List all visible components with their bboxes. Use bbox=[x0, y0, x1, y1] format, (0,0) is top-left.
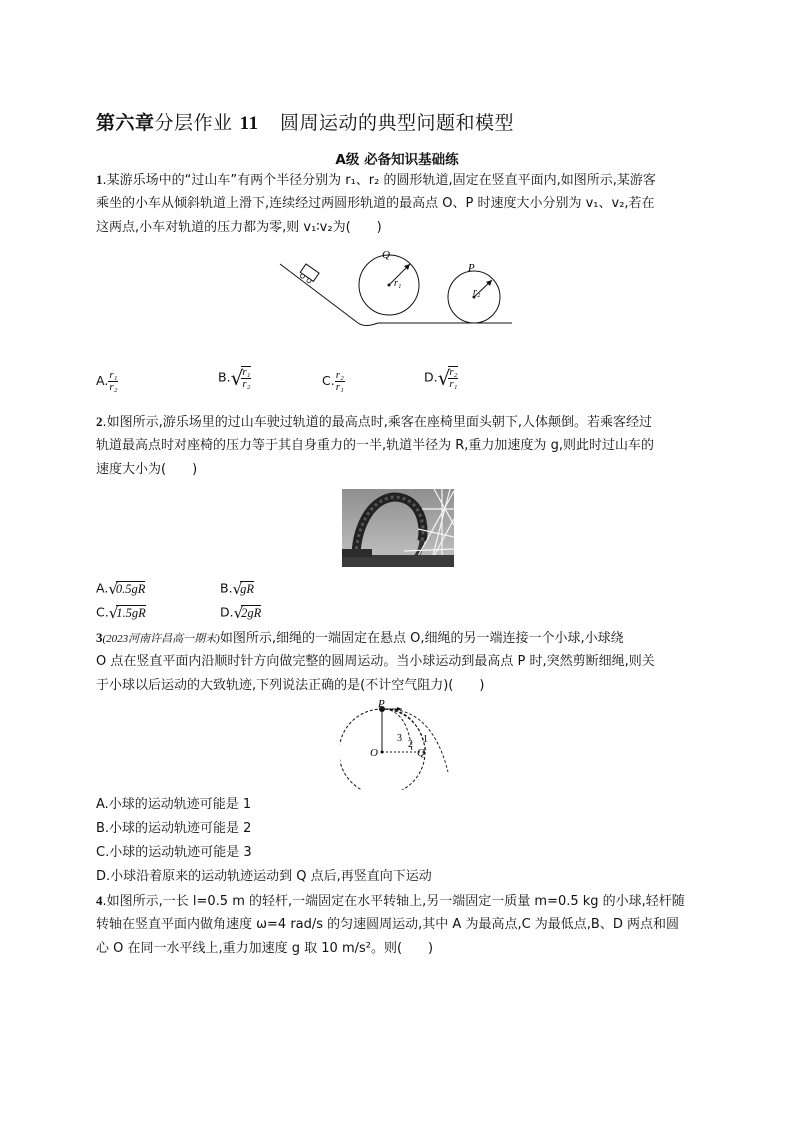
level-heading: A级 必备知识基础练 bbox=[335, 152, 459, 168]
homework-number: 11 bbox=[239, 113, 259, 134]
q3-source: (2023河南许昌高一期末) bbox=[102, 633, 220, 645]
q1-a-den: r₂ bbox=[109, 381, 118, 393]
q3-line-1 bbox=[96, 630, 624, 647]
chapter-label: 第六章 bbox=[96, 112, 155, 134]
q3-fig-label-3: 3 bbox=[397, 733, 402, 744]
q2-option-b[interactable]: B.√gR bbox=[220, 580, 255, 598]
q1-option-a-label: A. bbox=[96, 373, 109, 388]
q4-line-1 bbox=[96, 893, 685, 910]
q2-a-expr: 0.5gR bbox=[115, 582, 146, 596]
q2-option-d-label: D. bbox=[220, 604, 234, 620]
q1-c-num: r₂ bbox=[335, 369, 344, 381]
homework-label: 分层作业 bbox=[154, 112, 233, 134]
q3-fig-label-1: 1 bbox=[423, 734, 428, 745]
q3-option-a[interactable]: A.小球的运动轨迹可能是 1 bbox=[96, 797, 252, 812]
q3-text-1: 如图所示,细绳的一端固定在悬点 O,细绳的另一端连接一个小球,小球绕 bbox=[219, 631, 624, 646]
q2-b-expr: gR bbox=[240, 582, 255, 596]
q3-fig-label-2: 2 bbox=[408, 739, 413, 750]
q2-line-2: 轨道最高点时对座椅的压力等于其自身重力的一半,轨道半径为 R,重力加速度为 g,则此时过山车的 bbox=[96, 438, 654, 453]
q1-fig-label-r1: r₁ bbox=[394, 278, 402, 289]
q1-line-1 bbox=[96, 172, 656, 189]
page-title bbox=[96, 108, 514, 135]
q3-number: 3 bbox=[96, 630, 103, 645]
q3-option-d[interactable]: D.小球沿着原来的运动轨迹运动到 Q 点后,再竖直向下运动 bbox=[96, 869, 432, 884]
q1-number: 1 bbox=[96, 172, 103, 187]
q1-option-d-label: D. bbox=[424, 369, 438, 385]
q1-fig-label-q: Q bbox=[382, 250, 390, 261]
q1-fig-label-r2: r₂ bbox=[473, 287, 481, 298]
q3-line-2: O 点在竖直平面内沿顺时针方向做完整的圆周运动。当小球运动到最高点 P 时,突然剪断细绳,则关 bbox=[96, 654, 655, 669]
q2-line-3: 速度大小为( ) bbox=[96, 462, 198, 477]
roller-coaster-photo-image bbox=[342, 489, 454, 567]
q2-option-c[interactable]: C.√1.5gR bbox=[96, 604, 146, 622]
q1-line-3: 这两点,小车对轨道的压力都为零,则 v₁∶v₂为( ) bbox=[96, 220, 382, 235]
q2-d-expr: 2gR bbox=[241, 606, 262, 620]
q4-text-1: .如图所示,一长 l=0.5 m 的轻杆,一端固定在水平转轴上,另一端固定一质量 m=0.5 kg 的小球,轻杆随 bbox=[102, 894, 685, 909]
q1-option-c[interactable] bbox=[322, 370, 345, 393]
q3-fig-label-o: O bbox=[370, 747, 378, 759]
q1-option-b-label: B. bbox=[218, 369, 231, 385]
q1-fig-label-p: P bbox=[468, 262, 475, 274]
q4-number: 4 bbox=[96, 893, 103, 908]
q3-fig-label-q: Q bbox=[417, 747, 425, 759]
q1-d-den: r₁ bbox=[449, 378, 458, 390]
q3-circular-motion-figure bbox=[340, 700, 455, 790]
q1-b-den: r₂ bbox=[242, 378, 251, 390]
q1-text-1: .某游乐场中的“过山车”有两个半径分别为 r₁、r₂ 的圆形轨道,固定在竖直平面内,如图所示,某游客 bbox=[102, 173, 656, 188]
q3-option-b[interactable]: B.小球的运动轨迹可能是 2 bbox=[96, 821, 252, 836]
q1-option-a[interactable] bbox=[96, 370, 118, 393]
q2-option-b-label: B. bbox=[220, 580, 233, 596]
q3-fig-label-p: P bbox=[378, 700, 385, 710]
q2-number: 2 bbox=[96, 414, 103, 429]
q1-line-2: 乘坐的小车从倾斜轨道上滑下,连续经过两圆形轨道的最高点 O、P 时速度大小分别为 v₁、v₂,若在 bbox=[96, 196, 655, 211]
q1-b-num: r₁ bbox=[242, 366, 251, 378]
q3-line-3: 于小球以后运动的大致轨迹,下列说法正确的是(不计空气阻力)( ) bbox=[96, 678, 485, 693]
q1-a-num: r₁ bbox=[109, 369, 118, 381]
roller-coaster-photo bbox=[342, 489, 454, 567]
q2-option-c-label: C. bbox=[96, 604, 109, 620]
q1-option-b[interactable]: B.√ $\frac{\text{r₁}}{\text{r₂}}$ bbox=[218, 366, 251, 390]
q2-c-expr: 1.5gR bbox=[116, 606, 146, 620]
topic-label: 圆周运动的典型问题和模型 bbox=[279, 112, 514, 134]
q1-roller-coaster-figure bbox=[270, 250, 520, 332]
q2-option-d[interactable]: D.√2gR bbox=[220, 604, 262, 622]
q1-c-den: r₁ bbox=[335, 381, 344, 393]
q1-option-c-label: C. bbox=[322, 373, 335, 388]
q2-line-1 bbox=[96, 414, 652, 431]
q2-option-a[interactable]: A.√0.5gR bbox=[96, 580, 146, 598]
q4-line-3: 心 O 在同一水平线上,重力加速度 g 取 10 m/s²。则( ) bbox=[96, 941, 434, 956]
q2-option-a-label: A. bbox=[96, 580, 109, 596]
q3-option-c[interactable]: C.小球的运动轨迹可能是 3 bbox=[96, 845, 252, 860]
q4-line-2: 转轴在竖直平面内做角速度 ω=4 rad/s 的匀速圆周运动,其中 A 为最高点,C 为最低点,B、D 两点和圆 bbox=[96, 917, 679, 932]
q2-text-1: .如图所示,游乐场里的过山车驶过轨道的最高点时,乘客在座椅里面头朝下,人体颠倒。若乘客经过 bbox=[102, 415, 653, 430]
q1-d-num: r₂ bbox=[449, 366, 458, 378]
q1-option-d[interactable]: D.√ $\frac{\text{r₂}}{\text{r₁}}$ bbox=[424, 366, 458, 390]
